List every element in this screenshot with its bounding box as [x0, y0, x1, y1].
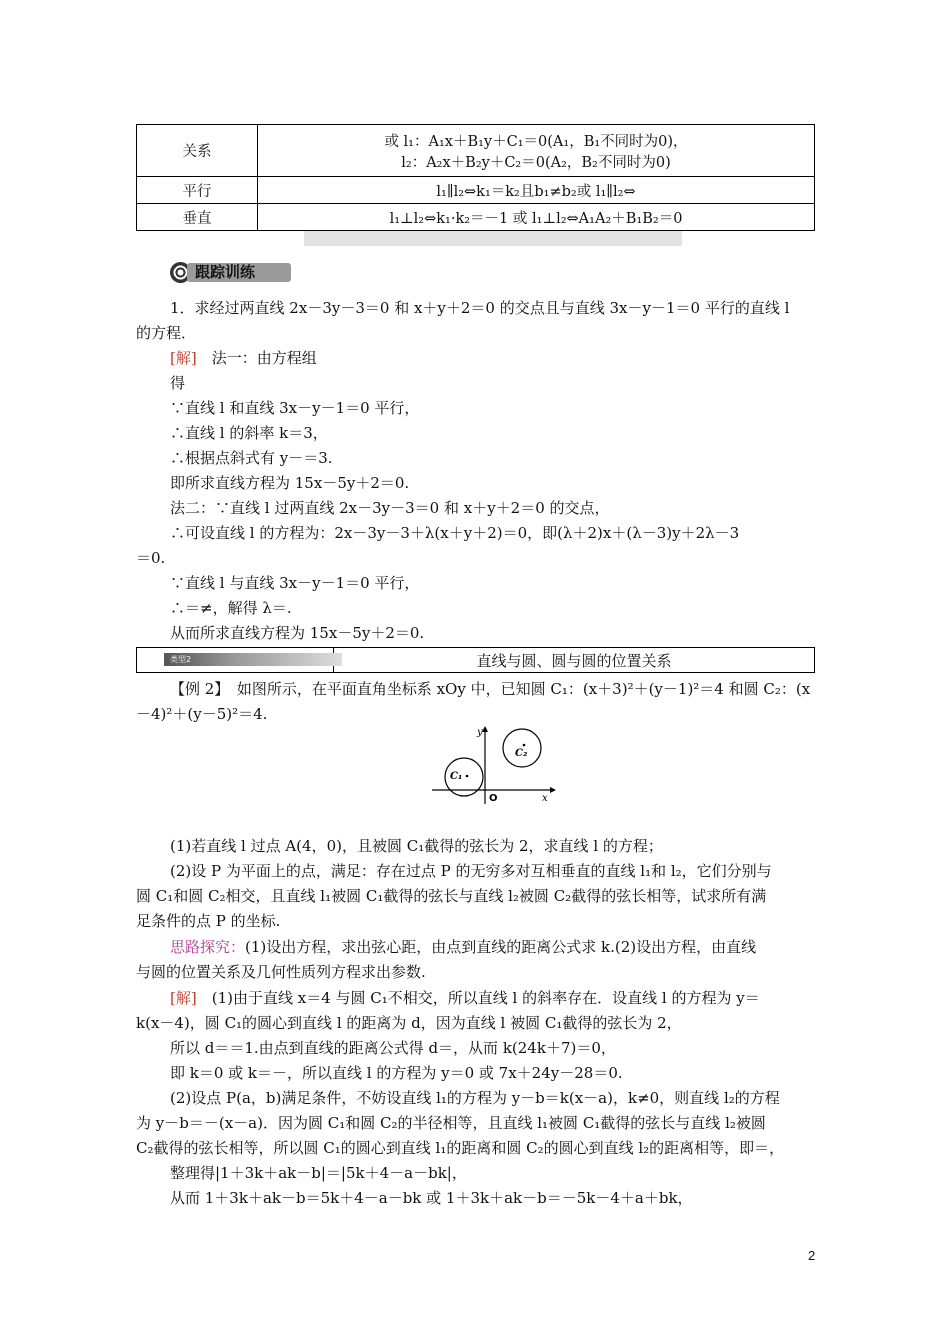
solution-2-line: 为 y－b＝－(x－a)．因为圆 C₁和圆 C₂的半径相等，且直线 l₁被圆 C₁截得的弦长与直线 l₂被圆	[136, 1114, 766, 1132]
solution-line: ∴直线 l 的斜率 k＝3，	[170, 424, 328, 442]
practice-badge	[170, 262, 286, 283]
solution-method-1: [解] 法一：由方程组	[170, 349, 317, 367]
question-1: (1)若直线 l 过点 A(4，0)，且被圆 C₁截得的弦长为 2，求直线 l 的方程；	[170, 837, 663, 855]
circle-c1-label: C₁	[450, 771, 463, 782]
solution-2-line: k(x－4)，圆 C₁的圆心到直线 l 的距离为 d，因为直线 l 被圆 C₁截得的弦长为 2，	[136, 1014, 682, 1032]
solution-line: 即所求直线方程为 15x－5y＋2＝0.	[170, 474, 410, 492]
solution-line: 从而所求直线方程为 15x－5y＋2＝0.	[170, 624, 425, 642]
problem-1-line-2: 的方程．	[136, 324, 197, 342]
solution-line: ∵直线 l 与直线 3x－y－1＝0 平行，	[170, 574, 420, 592]
example-label: 【例 2】	[170, 680, 222, 698]
relation-line-2: l₂：A₂x＋B₂y＋C₂＝0(A₂，B₂不同时为0)	[401, 154, 671, 171]
idea-line-1: 思路探究：(1)设出方程，求出弦心距，由点到直线的距离公式求 k.(2)设出方程，由直线	[170, 938, 757, 956]
solution-2-line: 整理得|1＋3k＋ak－b|＝|5k＋4－a－bk|，	[170, 1164, 467, 1182]
solution-method-2: 法二：∵直线 l 过两直线 2x－3y－3＝0 和 x＋y＋2＝0 的交点，	[170, 499, 610, 517]
solution-2-line-1: [解] (1)由于直线 x＝4 与圆 C₁不相交，所以直线 l 的斜率存在．设直线 l 的方程为 y＝	[170, 989, 760, 1007]
solution-line: ∵直线 l 和直线 3x－y－1＝0 平行，	[170, 399, 420, 417]
table-key-parallel: 平行	[137, 177, 258, 204]
badge-label: 跟踪训练	[187, 263, 291, 282]
origin-label: O	[489, 793, 498, 804]
table-value-perpendicular: l₁⊥l₂⇔k₁·k₂＝－1 或 l₁⊥l₂⇔A₁A₂＋B₁B₂＝0	[258, 204, 815, 231]
type-header	[136, 647, 815, 673]
table-value-relation	[258, 125, 815, 177]
solution-2-line: (2)设点 P(a，b)满足条件，不妨设直线 l₁的方程为 y－b＝k(x－a)，k≠0，则直线 l₂的方程	[170, 1089, 780, 1107]
solution-2-line: 从而 1＋3k＋ak－b＝5k＋4－a－bk 或 1＋3k＋ak－b＝－5k－4＋a＋bk，	[170, 1189, 693, 1207]
table-value-parallel: l₁∥l₂⇔k₁＝k₂且b₁≠b₂或 l₁∥l₂⇔	[258, 177, 815, 204]
solution-2-line: C₂截得的弦长相等，所以圆 C₁的圆心到直线 l₁的距离和圆 C₂的圆心到直线 l₂的距离相等，即＝，	[136, 1139, 785, 1157]
solution-line: ∴可设直线 l 的方程为：2x－3y－3＋λ(x＋y＋2)＝0，即(λ＋2)x＋(λ－3)y＋2λ－3	[170, 524, 740, 542]
coordinate-figure	[430, 724, 560, 806]
solution-line: ∴＝≠，解得 λ＝.	[170, 599, 292, 617]
x-axis-label: x	[542, 793, 548, 804]
question-2-line-3: 足条件的点 P 的坐标.	[136, 912, 281, 930]
relation-line-1: 或 l₁：A₁x＋B₁y＋C₁＝0(A₁，B₁不同时为0)，	[384, 133, 688, 150]
solution-line: 得	[170, 374, 186, 392]
solution-2-line: 即 k＝0 或 k＝－，所以直线 l 的方程为 y＝0 或 7x＋24y－28＝0.	[170, 1064, 623, 1082]
problem-1-line-1: 1．求经过两直线 2x－3y－3＝0 和 x＋y＋2＝0 的交点且与直线 3x－y－1＝0 平行的直线 l	[170, 299, 790, 317]
circle-c2-label: C₂	[515, 748, 528, 759]
question-2-line-2: 圆 C₁和圆 C₂相交，且直线 l₁被圆 C₁截得的弦长与直线 l₂被圆 C₂截得的弦长相等，试求所有满	[136, 887, 767, 905]
relation-table	[136, 124, 815, 231]
table-key-relation: 关系	[137, 125, 258, 177]
page-number: 2	[808, 1248, 816, 1263]
table-key-perpendicular: 垂直	[137, 204, 258, 231]
type-title: 直线与圆、圆与圆的位置关系	[476, 652, 672, 670]
idea-line-2: 与圆的位置关系及几何性质列方程求出参数.	[136, 963, 426, 981]
solution-line: ∴根据点斜式有 y－＝3.	[170, 449, 333, 467]
grey-bar	[304, 231, 682, 246]
example-line-2: －4)²＋(y－5)²＝4.	[136, 705, 268, 723]
solution-2-line: 所以 d＝＝1.由点到直线的距离公式得 d＝，从而 k(24k＋7)＝0，	[170, 1039, 616, 1057]
idea-label: 思路探究：	[170, 938, 246, 956]
example-line-1: 【例 2】 如图所示，在平面直角坐标系 xOy 中，已知圆 C₁：(x＋3)²＋(y－1)²＝4 和圆 C₂：(x	[170, 680, 811, 698]
solution-tag: [解]	[170, 349, 197, 367]
solution-line: ＝0.	[136, 549, 166, 567]
y-axis-label: y	[477, 727, 483, 738]
type-tag: 类型2	[164, 653, 342, 666]
question-2-line-1: (2)设 P 为平面上的点，满足：存在过点 P 的无穷多对互相垂直的直线 l₁和 l₂，它们分别与	[170, 862, 772, 880]
